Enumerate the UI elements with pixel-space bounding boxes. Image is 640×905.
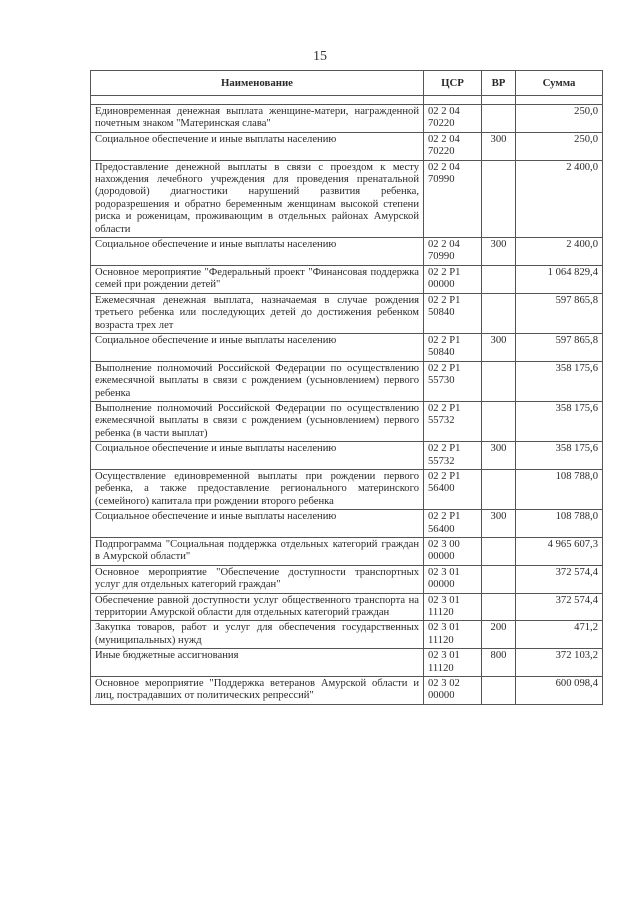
- row-vr: 200: [482, 621, 516, 649]
- table-row: [91, 132, 603, 160]
- row-csr: 02 2 04 70220: [424, 132, 482, 160]
- row-csr: 02 2 P1 56400: [424, 469, 482, 509]
- row-sum: 4 965 607,3: [516, 538, 603, 566]
- row-csr: 02 2 P1 56400: [424, 510, 482, 538]
- row-sum: 597 865,8: [516, 333, 603, 361]
- row-csr: 02 3 00 00000: [424, 538, 482, 566]
- row-csr: 02 3 01 00000: [424, 565, 482, 593]
- row-csr: 02 2 04 70990: [424, 238, 482, 266]
- row-csr: 02 3 01 11120: [424, 593, 482, 621]
- row-name: Социальное обеспечение и иные выплаты населению: [91, 132, 424, 160]
- row-csr: 02 2 P1 55732: [424, 401, 482, 441]
- row-csr: 02 2 P1 00000: [424, 265, 482, 293]
- spacer-row: [91, 96, 603, 105]
- row-name: Обеспечение равной доступности услуг общественного транспорта на территории Амурской области для отдельных категорий граждан: [91, 593, 424, 621]
- row-name: Ежемесячная денежная выплата, назначаемая в случае рождения третьего ребенка или последующих детей до достижения ребенком возраста трех лет: [91, 293, 424, 333]
- table-row: [91, 442, 603, 470]
- table-row: [91, 333, 603, 361]
- row-name: Выполнение полномочий Российской Федерации по осуществлению ежемесячной выплаты в связи с рождением (усыновлением) первого ребенка: [91, 361, 424, 401]
- table-row: [91, 565, 603, 593]
- row-sum: 471,2: [516, 621, 603, 649]
- row-csr: 02 2 P1 50840: [424, 293, 482, 333]
- row-sum: 372 103,2: [516, 649, 603, 677]
- table-row: [91, 238, 603, 266]
- row-vr: [482, 469, 516, 509]
- row-sum: 2 400,0: [516, 160, 603, 237]
- row-vr: 300: [482, 333, 516, 361]
- row-csr: 02 2 P1 55730: [424, 361, 482, 401]
- row-name: Иные бюджетные ассигнования: [91, 649, 424, 677]
- row-name: Социальное обеспечение и иные выплаты населению: [91, 510, 424, 538]
- row-csr: 02 3 01 11120: [424, 621, 482, 649]
- row-vr: [482, 361, 516, 401]
- row-name: Подпрограмма "Социальная поддержка отдельных категорий граждан в Амурской области": [91, 538, 424, 566]
- header-sum: Сумма: [516, 71, 603, 96]
- row-csr: 02 3 02 00000: [424, 677, 482, 705]
- row-name: Предоставление денежной выплаты в связи с проездом к месту нахождения лечебного учреждения для проведения пренатальной (дородовой) диагностики нарушений развития ребенка, родоразрешения и обратно беременным женщинам высокой степени риска и роженицам, проживающим в отдельных районах Амурской области: [91, 160, 424, 237]
- table-row: [91, 293, 603, 333]
- table-row: [91, 510, 603, 538]
- row-vr: 300: [482, 510, 516, 538]
- row-vr: 300: [482, 132, 516, 160]
- row-vr: 800: [482, 649, 516, 677]
- row-vr: [482, 401, 516, 441]
- row-vr: [482, 565, 516, 593]
- row-sum: 1 064 829,4: [516, 265, 603, 293]
- header-name: Наименование: [91, 71, 424, 96]
- row-csr: 02 2 P1 50840: [424, 333, 482, 361]
- row-csr: 02 2 04 70990: [424, 160, 482, 237]
- table-row: [91, 401, 603, 441]
- budget-table: [90, 70, 603, 705]
- table-row: [91, 105, 603, 133]
- row-vr: 300: [482, 442, 516, 470]
- row-name: Основное мероприятие "Поддержка ветеранов Амурской области и лиц, пострадавших от политических репрессий": [91, 677, 424, 705]
- row-name: Осуществление единовременной выплаты при рождении первого ребенка, а также предоставление регионального материнского (семейного) капитала при рождении второго ребенка: [91, 469, 424, 509]
- table-row: [91, 361, 603, 401]
- row-sum: 108 788,0: [516, 469, 603, 509]
- row-sum: 358 175,6: [516, 361, 603, 401]
- row-csr: 02 2 04 70220: [424, 105, 482, 133]
- row-name: Основное мероприятие "Обеспечение доступности транспортных услуг для отдельных категорий граждан": [91, 565, 424, 593]
- row-vr: [482, 538, 516, 566]
- table-header-row: [91, 71, 603, 96]
- row-csr: 02 3 01 11120: [424, 649, 482, 677]
- row-vr: [482, 677, 516, 705]
- row-csr: 02 2 P1 55732: [424, 442, 482, 470]
- row-sum: 358 175,6: [516, 442, 603, 470]
- row-name: Социальное обеспечение и иные выплаты населению: [91, 333, 424, 361]
- header-vr: ВР: [482, 71, 516, 96]
- row-vr: 300: [482, 238, 516, 266]
- table-row: [91, 538, 603, 566]
- row-vr: [482, 105, 516, 133]
- table-row: [91, 621, 603, 649]
- table-row: [91, 265, 603, 293]
- row-name: Выполнение полномочий Российской Федерации по осуществлению ежемесячной выплаты в связи с рождением (усыновлением) первого ребенка (в части выплат): [91, 401, 424, 441]
- table-row: [91, 469, 603, 509]
- row-name: Социальное обеспечение и иные выплаты населению: [91, 442, 424, 470]
- page-number: 15: [313, 49, 327, 64]
- row-vr: [482, 593, 516, 621]
- row-vr: [482, 265, 516, 293]
- table-row: [91, 677, 603, 705]
- row-sum: 597 865,8: [516, 293, 603, 333]
- row-vr: [482, 293, 516, 333]
- row-sum: 250,0: [516, 132, 603, 160]
- row-name: Закупка товаров, работ и услуг для обеспечения государственных (муниципальных) нужд: [91, 621, 424, 649]
- row-sum: 2 400,0: [516, 238, 603, 266]
- row-sum: 372 574,4: [516, 593, 603, 621]
- table-row: [91, 593, 603, 621]
- header-csr: ЦСР: [424, 71, 482, 96]
- row-sum: 250,0: [516, 105, 603, 133]
- table-row: [91, 160, 603, 237]
- row-sum: 372 574,4: [516, 565, 603, 593]
- row-sum: 600 098,4: [516, 677, 603, 705]
- row-name: Основное мероприятие "Федеральный проект "Финансовая поддержка семей при рождении детей": [91, 265, 424, 293]
- row-vr: [482, 160, 516, 237]
- row-name: Единовременная денежная выплата женщине-матери, награжденной почетным знаком "Материнская слава": [91, 105, 424, 133]
- row-sum: 358 175,6: [516, 401, 603, 441]
- row-sum: 108 788,0: [516, 510, 603, 538]
- table-row: [91, 649, 603, 677]
- row-name: Социальное обеспечение и иные выплаты населению: [91, 238, 424, 266]
